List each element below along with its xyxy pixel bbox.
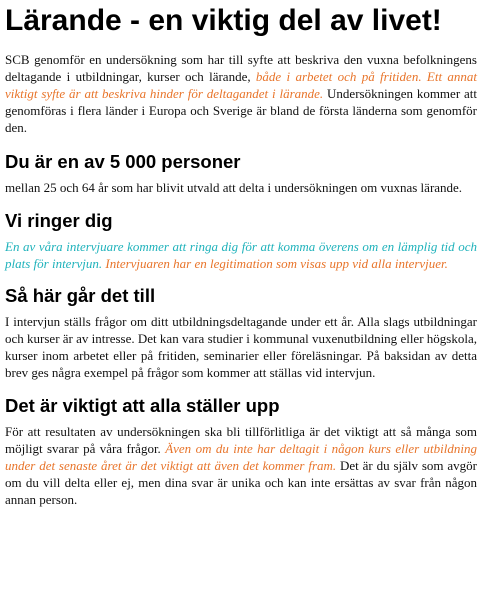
page-title: Lärande - en viktig del av livet! xyxy=(5,4,442,37)
section-heading-important: Det är viktigt att alla ställer upp xyxy=(5,395,280,416)
call-highlight-orange: Intervjuaren har en legitimation som visas upp vid alla intervjuer. xyxy=(102,256,448,271)
important-text-end: Det är du själv som avgör om du vill delta eller ej, men dina svar är unika och kan inte ersättas av svar från någon annan person. xyxy=(5,458,477,507)
section-text-important xyxy=(5,423,477,508)
section-text-call xyxy=(5,238,477,272)
important-highlight: Även om du inte har deltagit i någon kurs eller utbildning under det senaste året är det viktigt att även det kommer fram. xyxy=(5,441,477,473)
intro-highlight: både i arbetet och på fritiden. Ett annat viktigt syfte är att beskriva hinder för deltagandet i lärande. xyxy=(5,69,477,101)
letter-page xyxy=(5,0,477,508)
section-heading-selected: Du är en av 5 000 personer xyxy=(5,151,241,172)
section-heading-call: Vi ringer dig xyxy=(5,210,113,231)
important-text: För att resultaten av undersökningen ska bli tillförlitliga är det viktigt att så många som möjligt svarar på våra frågor. xyxy=(5,424,477,456)
section-text-selected: mellan 25 och 64 år som har blivit utvald att delta i undersökningen om vuxnas lärande. xyxy=(5,180,463,195)
section-heading-how: Så här går det till xyxy=(5,285,156,306)
intro-text-end: Undersökningen kommer att genomföras i flera länder i Europa och Sverige är bland de första länderna som genomför den. xyxy=(5,86,477,135)
intro-text: SCB genomför en undersökning som har till syfte att beskriva den vuxna befolkningens deltagande i utbildningar, kurser och lärande, xyxy=(5,52,477,84)
intro-paragraph xyxy=(5,51,477,136)
section-text-how: I intervjun ställs frågor om ditt utbildningsdeltagande under ett år. Alla slags utbildningar och kurser är av intresse. Det kan vara studier i kommunal vuxenutbildning eller högskola, kurser inom arbetet eller på fritiden, seminarier eller föreläsningar. På baksidan av detta brev ges några exempel på frågor som kommer att ställas vid intervjun. xyxy=(5,314,477,380)
call-highlight-teal: En av våra intervjuare kommer att ringa dig för att komma överens om en lämplig tid och plats för intervjun. xyxy=(5,239,477,271)
